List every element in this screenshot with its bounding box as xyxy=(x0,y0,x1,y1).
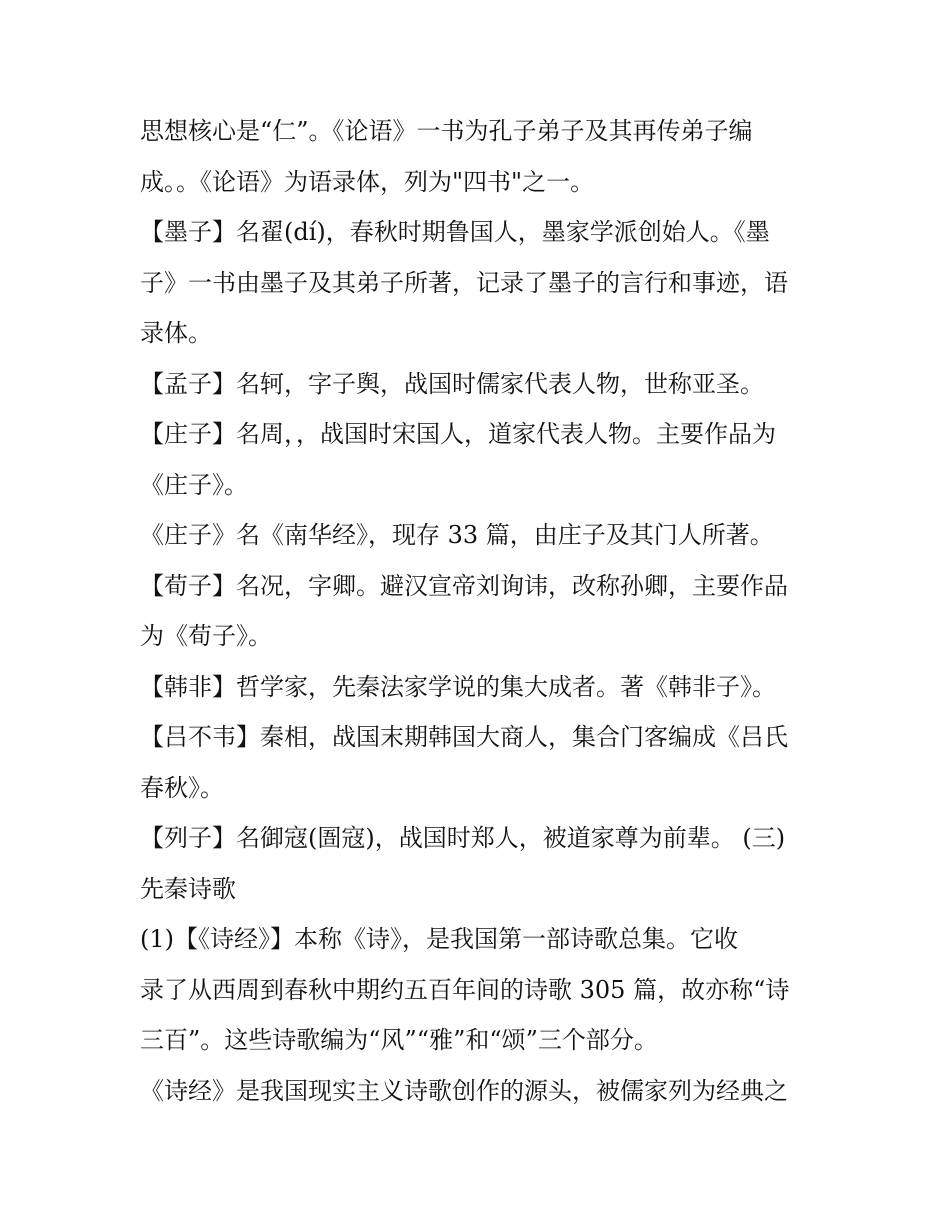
text-line: 【吕不韦】秦相，战国末期韩国大商人，集合门客编成《吕氏 xyxy=(140,723,788,751)
text-line: 《庄子》名《南华经》，现存 33 篇，由庄子及其门人所著。 xyxy=(140,521,774,549)
text-line: 【列子】名御寇(圄寇)，战国时郑人，被道家尊为前辈。 (三) xyxy=(140,824,786,852)
text-line: 录了从西周到春秋中期约五百年间的诗歌 305 篇，故亦称“诗 xyxy=(140,975,790,1004)
text-line: 思想核心是“仁”。《论语》一书为孔子弟子及其再传弟子编 xyxy=(140,117,753,145)
text-line: 为《荀子》。 xyxy=(140,622,272,650)
text-line: 【孟子】名轲，字子舆，战国时儒家代表人物，世称亚圣。 xyxy=(140,369,764,398)
text-line: 三百”。这些诗歌编为“风”“雅”和“颂”三个部分。 xyxy=(140,1026,658,1054)
text-line: 《庄子》。 xyxy=(140,470,248,499)
text-line: 《诗经》是我国现实主义诗歌创作的源头，被儒家列为经典之 xyxy=(140,1076,788,1105)
text-line: 春秋》。 xyxy=(140,773,224,802)
text-line: 【庄子】名周，，战国时宋国人，道家代表人物。主要作品为 xyxy=(140,420,776,448)
text-line: 录体。 xyxy=(140,319,212,347)
text-line: 【韩非】哲学家，先秦法家学说的集大成者。著《韩非子》。 xyxy=(140,672,776,701)
text-line: 【荀子】名况，字卿。避汉宣帝刘询讳，改称孙卿，主要作品 xyxy=(140,571,788,600)
text-line: 【墨子】名翟(dí)，春秋时期鲁国人，墨家学派创始人。《墨 xyxy=(140,218,770,246)
text-line: 成。。《论语》为语录体，列为"四书"之一。 xyxy=(140,167,595,196)
body-text xyxy=(140,106,830,1116)
text-line: (1)【《诗经》】本称《诗》，是我国第一部诗歌总集。它收 xyxy=(140,925,738,953)
text-line: 子》一书由墨子及其弟子所著，记录了墨子的言行和事迹，语 xyxy=(140,268,788,297)
section-heading: 先秦诗歌 xyxy=(140,874,236,903)
